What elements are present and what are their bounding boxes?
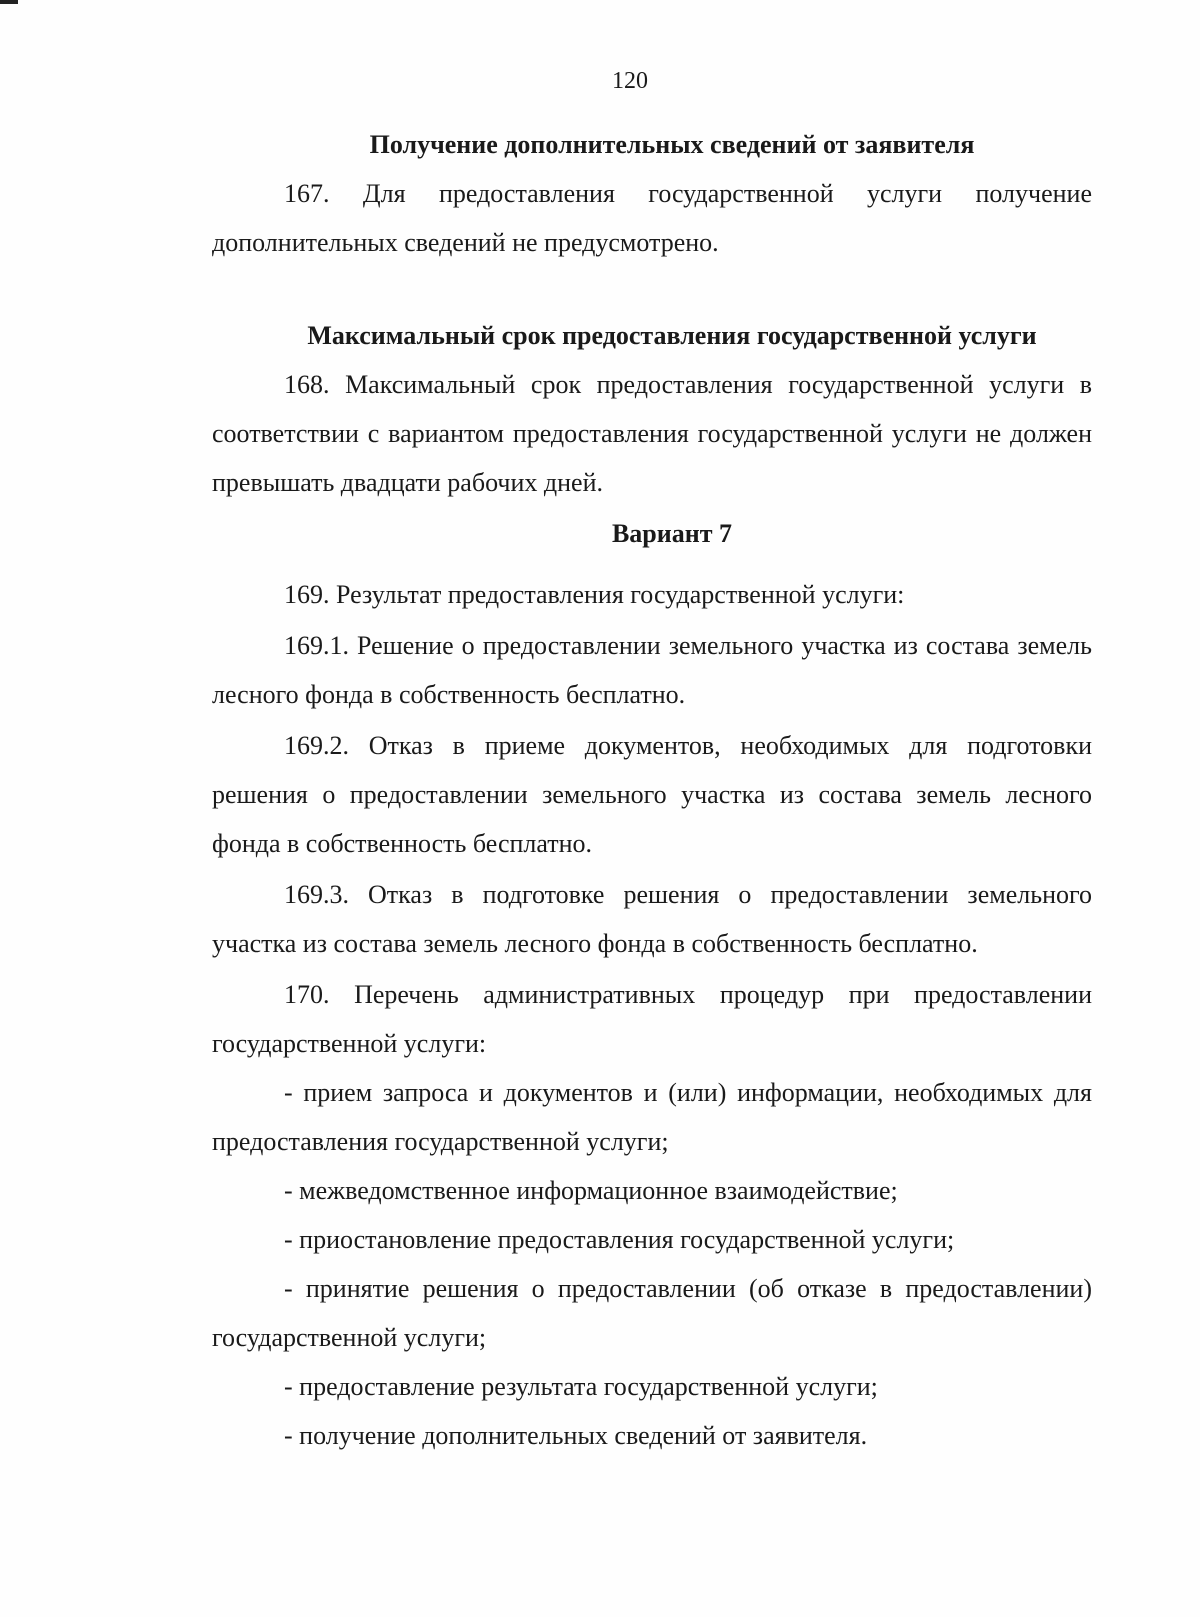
list-item: - межведомственное информационное взаимодействие; (284, 1176, 898, 1205)
section-heading-additional-info: Получение дополнительных сведений от заявителя (369, 130, 975, 159)
list-item: - получение дополнительных сведений от заявителя. (284, 1421, 868, 1450)
paragraph-169-3: 169.3. Отказ в подготовке решения о предоставлении земельного участка из состава земель лесного фонда в собственность бесплатно. (212, 880, 1092, 958)
paragraph-170: 170. Перечень административных процедур при предоставлении государственной услуги: (212, 980, 1092, 1058)
list-item: - приостановление предоставления государственной услуги; (284, 1225, 955, 1254)
section-heading-max-term: Максимальный срок предоставления государственной услуги (307, 321, 1037, 350)
list-item: - предоставление результата государственной услуги; (284, 1372, 878, 1401)
list-item: - прием запроса и документов и (или) информации, необходимых для предоставления государственной услуги; (212, 1078, 1092, 1156)
section-heading-variant-7: Вариант 7 (611, 519, 733, 548)
paragraph-167: 167. Для предоставления государственной услуги получение дополнительных сведений не предусмотрено. (212, 179, 1092, 257)
document-body (212, 116, 1092, 1460)
page-number: 120 (612, 68, 648, 94)
paragraph-169-2: 169.2. Отказ в приеме документов, необходимых для подготовки решения о предоставлении земельного участка из состава земель лесного фонда в собственность бесплатно. (212, 731, 1092, 858)
scan-corner-mark (0, 0, 18, 4)
list-item: - принятие решения о предоставлении (об отказе в предоставлении) государственной услуги; (212, 1274, 1092, 1352)
paragraph-168: 168. Максимальный срок предоставления государственной услуги в соответствии с вариантом предоставления государственной услуги не должен превышать двадцати рабочих дней. (212, 370, 1092, 497)
paragraph-169-1: 169.1. Решение о предоставлении земельного участка из состава земель лесного фонда в собственность бесплатно. (212, 631, 1092, 709)
paragraph-169: 169. Результат предоставления государственной услуги: (284, 580, 905, 609)
